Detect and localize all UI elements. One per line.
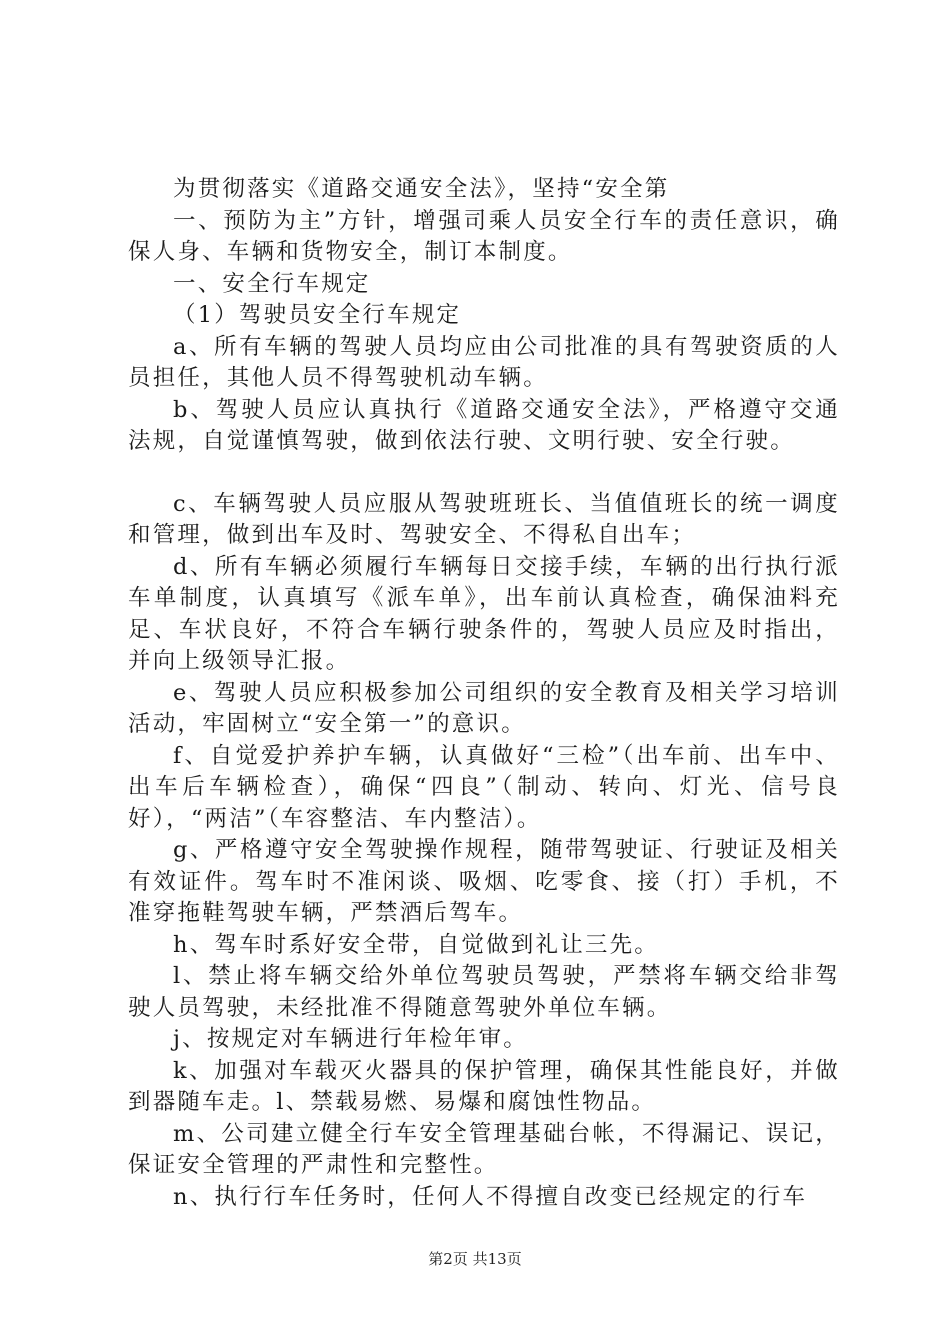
rule-c: c、车辆驾驶人员应服从驾驶班班长、当值值班长的统一调度和管理，做到出车及时、驾驶安全、不得私自出车； (128, 490, 840, 548)
rule-k: k、加强对车载灭火器具的保护管理，确保其性能良好，并做到器随车走。l、禁载易燃、易爆和腐蚀性物品。 (128, 1057, 840, 1115)
rule-b: b、驾驶人员应认真执行《道路交通安全法》，严格遵守交通法规，自觉谨慎驾驶，做到依法行驶、文明行驶、安全行驶。 (128, 396, 840, 454)
document-body (128, 174, 840, 1213)
rule-m: m、公司建立健全行车安全管理基础台帐，不得漏记、误记，保证安全管理的严肃性和完整性。 (128, 1120, 840, 1178)
rule-d: d、所有车辆必须履行车辆每日交接手续，车辆的出行执行派车单制度，认真填写《派车单》，出车前认真检查，确保油料充足、车状良好，不符合车辆行驶条件的，驾驶人员应及时指出，并向上级领导汇报。 (128, 553, 840, 674)
section-heading: 一、安全行车规定 (173, 270, 371, 297)
paragraph-intro-1: 为贯彻落实《道路交通安全法》，坚持“安全第 (173, 176, 670, 202)
rule-j: j、按规定对车辆进行年检年审。 (173, 1026, 528, 1052)
rule-g: g、严格遵守安全驾驶操作规程，随带驾驶证、行驶证及相关有效证件。驾车时不准闲谈、吸烟、吃零食、接（打）手机，不准穿拖鞋驾驶车辆，严禁酒后驾车。 (128, 837, 840, 926)
paragraph-intro-2: 一、预防为主”方针，增强司乘人员安全行车的责任意识，确保人身、车辆和货物安全，制订本制度。 (128, 207, 840, 265)
rule-e: e、驾驶人员应积极参加公司组织的安全教育及相关学习培训活动，牢固树立“安全第一”的意识。 (128, 679, 840, 737)
rule-n: n、执行行车任务时，任何人不得擅自改变已经规定的行车 (173, 1183, 808, 1210)
rule-f: f、自觉爱护养护车辆，认真做好“三检”（出车前、出车中、出车后车辆检查），确保“四良”（制动、转向、灯光、信号良好），“两洁”（车容整洁、车内整洁）。 (128, 742, 840, 832)
rule-i: l、禁止将车辆交给外单位驾驶员驾驶，严禁将车辆交给非驾驶人员驾驶，未经批准不得随意驾驶外单位车辆。 (128, 963, 840, 1021)
rule-h: h、驾车时系好安全带，自觉做到礼让三先。 (173, 931, 659, 958)
page-number-footer: 第2页 共13页 (428, 1250, 522, 1268)
subsection-heading: （1）驾驶员安全行车规定 (173, 302, 462, 328)
rule-a: a、所有车辆的驾驶人员均应由公司批准的具有驾驶资质的人员担任，其他人员不得驾驶机动车辆。 (128, 333, 840, 391)
